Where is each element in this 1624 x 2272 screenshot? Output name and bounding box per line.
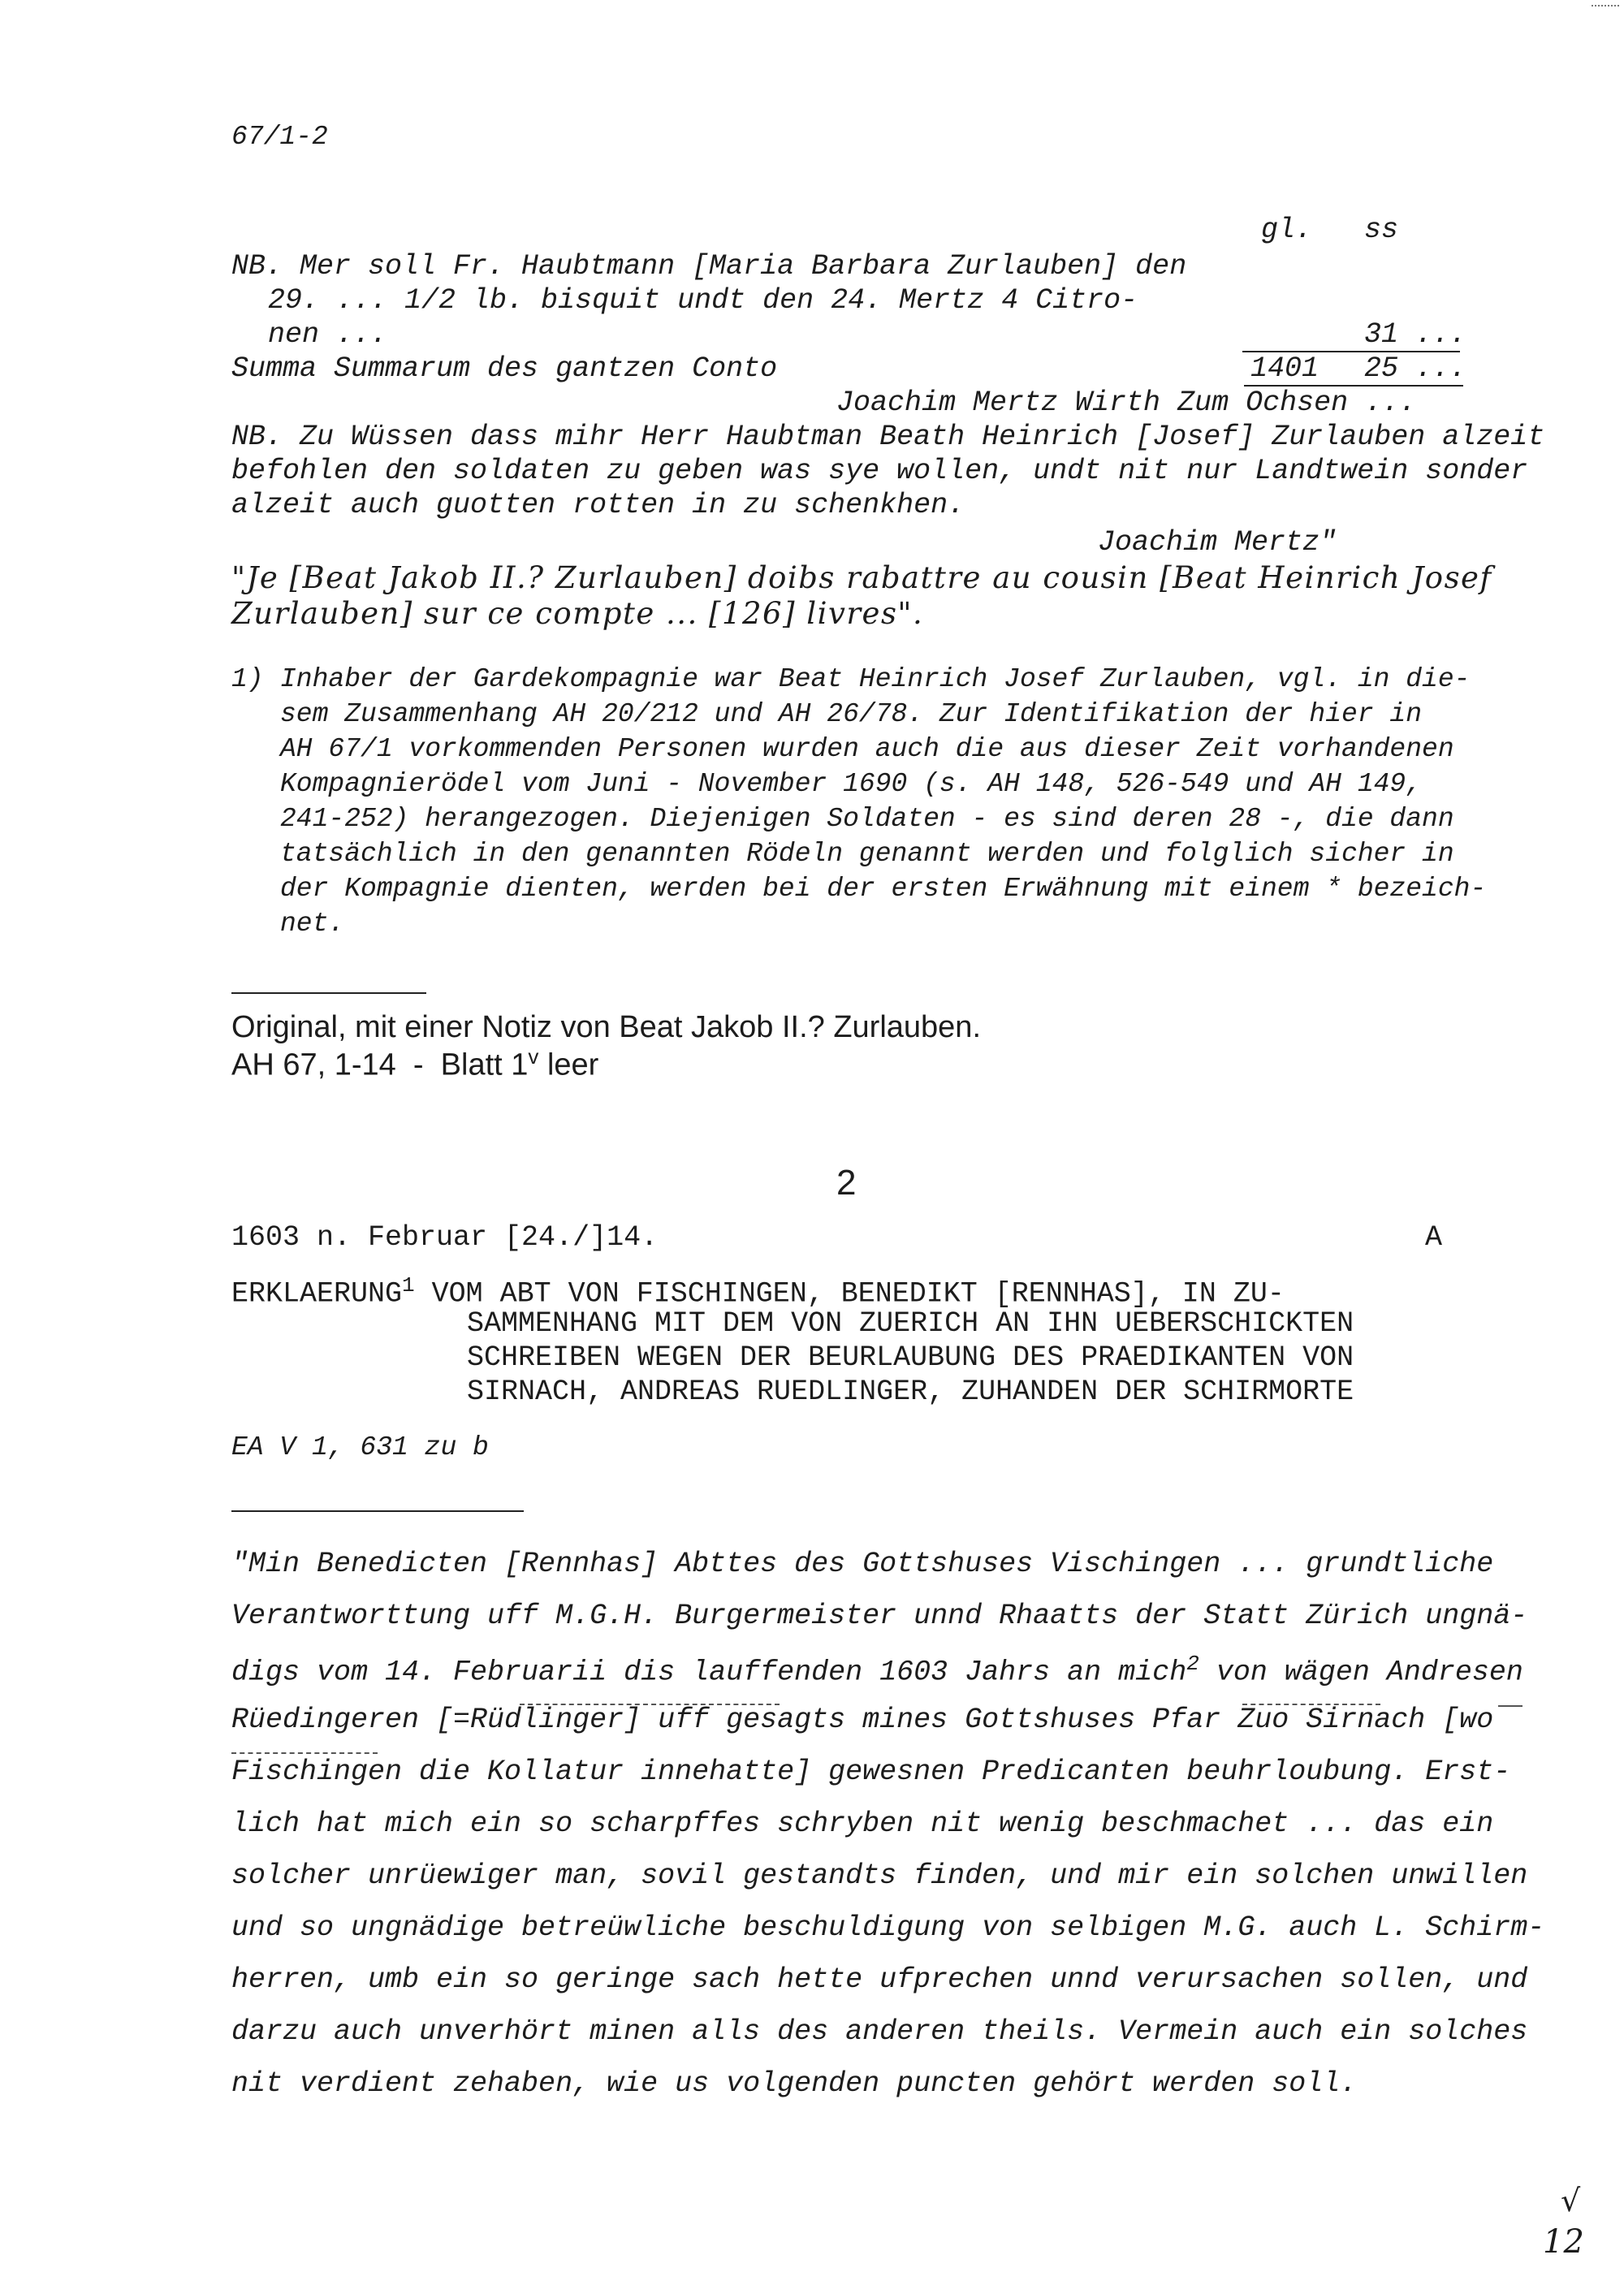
entry-title-line-4: SIRNACH, ANDREAS RUEDLINGER, ZUHANDEN DER SCHIRMORTE (467, 1376, 1354, 1408)
check-mark: √ (1561, 2183, 1581, 2218)
body-line-6: lich hat mich ein so scharpffes schryben nit wenig beschmachet ... das ein (231, 1808, 1494, 1840)
body-line-4: Rüedingeren [=Rüdlinger] uff gesagts mines Gottshuses Pfar Zuo Sirnach [wo (231, 1704, 1494, 1736)
column-header-gl: gl. (1261, 214, 1313, 246)
account-nb-line-3: nen ... (268, 318, 388, 351)
source-divider (231, 992, 426, 994)
footnote-line-5: 241-252) herangezogen. Diejenigen Soldaten - es sind deren 28 -, die dann (280, 804, 1454, 834)
overline-mark-2 (1242, 1704, 1380, 1705)
entry-title-line-3: SCHREIBEN WEGEN DER BEURLAUBUNG DES PRAEDIKANTEN VON (467, 1341, 1354, 1374)
handwritten-page-number: 12 (1543, 2223, 1584, 2261)
account-signature-1: Joachim Mertz Wirth Zum Ochsen ... (836, 387, 1417, 419)
entry-date: 1603 n. Februar [24./]14. (231, 1221, 659, 1254)
column-header-ss: ss (1364, 214, 1399, 246)
entry-number: 2 (836, 1163, 857, 1203)
account-total-label: Summa Summarum des gantzen Conto (231, 352, 778, 385)
account-nb2-line-3: alzeit auch guotten rotten in zu schenkhen. (231, 489, 965, 521)
account-nb-line-1: NB. Mer soll Fr. Haubtmann [Maria Barbara Zurlauben] den (231, 250, 1187, 283)
footnote-line-7: der Kompagnie dienten, werden bei der ersten Erwähnung mit einem * bezeich- (280, 874, 1487, 904)
entry-title-line-1-rest: VOM ABT VON FISCHINGEN, BENEDIKT [RENNHAS], IN ZU- (414, 1277, 1285, 1311)
corner-edge-mark (1592, 5, 1619, 6)
body-line-3 (231, 1652, 1523, 1689)
source-line-2 (231, 1044, 598, 1083)
account-total-gl: 1401 (1250, 352, 1320, 385)
body-line-10: darzu auch unverhört minen alls des anderen theils. Vermein auch ein solches (231, 2015, 1528, 2048)
footnote-line-3: AH 67/1 vorkommenden Personen wurden auch die aus dieser Zeit vorhandenen (280, 734, 1454, 764)
overline-mark (520, 1704, 780, 1705)
entry-grade: A (1425, 1221, 1443, 1254)
entry-title-line-2: SAMMENHANG MIT DEM VON ZUERICH AN IHN UEBERSCHICKTEN (467, 1307, 1354, 1340)
footnote-line-1: Inhaber der Gardekompagnie war Beat Heinrich Josef Zurlauben, vgl. in die- (280, 664, 1471, 694)
footnote-line-6: tatsächlich in den genannten Rödeln genannt werden und folglich sicher in (280, 839, 1454, 869)
body-line-7: solcher unrüewiger man, sovil gestandts finden, und mir ein solchen unwillen (231, 1859, 1528, 1892)
footnote-line-2: sem Zusammenhang AH 20/212 und AH 26/78. Zur Identifikation der hier in (280, 699, 1423, 729)
body-line-8: und so ungnädige betreüwliche beschuldigung von selbigen M.G. auch L. Schirm- (231, 1911, 1545, 1944)
overline-mark-3 (231, 1752, 378, 1754)
body-line-11: nit verdient zehaben, wie us volgenden puncten gehört werden soll. (231, 2067, 1358, 2100)
body-divider (231, 1510, 524, 1512)
body-line-3-text: digs vom 14. Februarii dis lauffenden 1603 Jahrs an mich (231, 1656, 1187, 1689)
entry-reference: EA V 1, 631 zu b (231, 1432, 489, 1462)
footnote-line-4: Kompagnierödel vom Juni - November 1690 (s. AH 148, 526-549 und AH 149, (280, 769, 1423, 799)
entry-title-superscript: 1 (402, 1273, 415, 1298)
body-line-3-superscript: 2 (1186, 1652, 1199, 1676)
account-nb-line-2: 29. ... 1/2 lb. bisquit undt den 24. Mertz 4 Citro- (268, 284, 1138, 317)
handwritten-note-line-1: "Je [Beat Jakob II.? Zurlauben] doibs rabattre au cousin [Beat Heinrich Josef (231, 560, 1492, 595)
account-signature-2: Joachim Mertz" (1098, 526, 1337, 559)
source-line-2-end: leer (538, 1047, 599, 1082)
body-line-5: Fischingen die Kollatur innehatte] gewesnen Predicanten beuhrloubung. Erst- (231, 1756, 1511, 1788)
account-total-ss: 25 ... (1364, 352, 1467, 385)
source-line-2-text: AH 67, 1-14 - Blatt 1 (231, 1047, 529, 1082)
handwritten-note-line-2: Zurlauben] sur ce compte ... [126] livres". (231, 596, 924, 631)
body-line-3-end: von wägen Andresen (1199, 1656, 1523, 1689)
margin-dash (1498, 1705, 1522, 1707)
page-reference: 67/1-2 (231, 122, 328, 152)
entry-title-line-1 (231, 1273, 1285, 1311)
account-nb2-line-1: NB. Zu Wüssen dass mihr Herr Haubtman Beath Heinrich [Josef] Zurlauben alzeit (231, 421, 1545, 453)
body-line-2: Verantworttung uff M.G.H. Burgermeister unnd Rhaatts der Statt Zürich ungnä- (231, 1600, 1528, 1632)
source-line-2-superscript: v (528, 1044, 539, 1069)
account-nb2-line-2: befohlen den soldaten zu geben was sye wollen, undt nit nur Landtwein sonder (231, 455, 1528, 487)
account-nb-amount: 31 ... (1364, 318, 1467, 351)
body-line-1: "Min Benedicten [Rennhas] Abttes des Gottshuses Vischingen ... grundtliche (231, 1548, 1494, 1580)
footnote-marker: 1) (231, 664, 264, 694)
entry-title-word: ERKLAERUNG (231, 1277, 403, 1311)
body-line-9: herren, umb ein so geringe sach hette ufprechen unnd verursachen sollen, und (231, 1963, 1528, 1996)
footnote-line-8: net. (280, 909, 345, 939)
source-line-1: Original, mit einer Notiz von Beat Jakob II.? Zurlauben. (231, 1010, 982, 1044)
